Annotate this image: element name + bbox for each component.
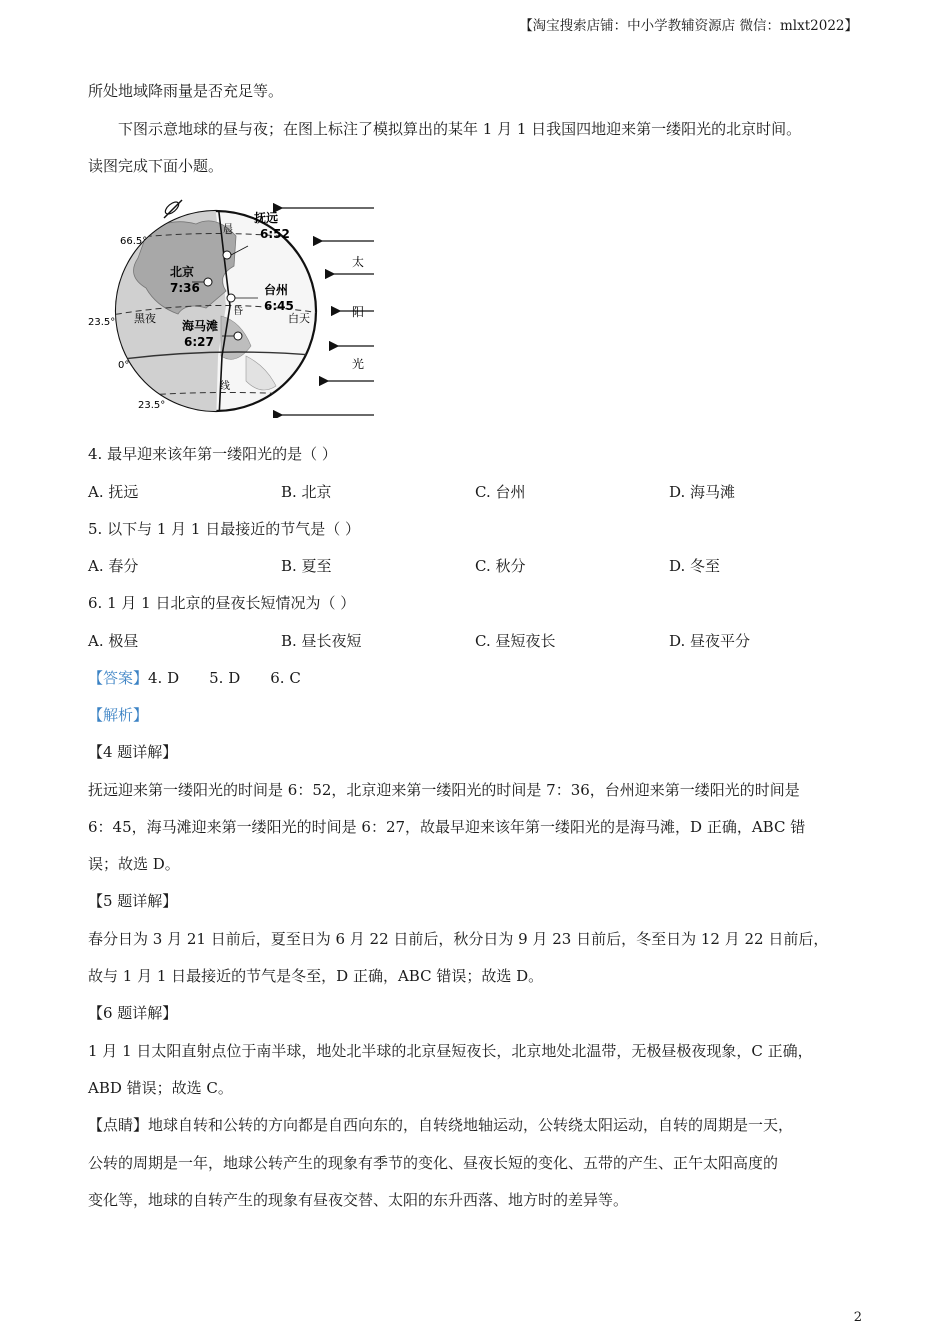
place-name: 北京 xyxy=(170,265,195,279)
earth-day-night-figure xyxy=(86,196,386,418)
place-dot xyxy=(204,278,212,286)
lat-0-label: 0° xyxy=(118,360,130,371)
place-dot xyxy=(227,294,235,302)
option-c: C. 秋分 xyxy=(475,557,526,575)
option-a: A. 春分 xyxy=(88,557,139,575)
night-label: 黑夜 xyxy=(134,312,156,325)
sunlight-char: 太 xyxy=(352,255,365,269)
tip-line: 公转的周期是一年，地球公转产生的现象有季节的变化、昼夜长短的变化、五带的产生、正午太阳高度的 xyxy=(88,1154,779,1172)
sunlight-char: 阳 xyxy=(352,305,365,319)
tip-line: 变化等，地球的自转产生的现象有昼夜交替、太阳的东升西落、地方时的差异等。 xyxy=(88,1191,629,1209)
answer-item: 5. D xyxy=(209,669,241,687)
detail-4-line: 误；故选 D。 xyxy=(88,855,180,873)
question-5-stem: 5. 以下与 1 月 1 日最接近的节气是（ ） xyxy=(88,520,361,538)
answer-line xyxy=(88,667,301,688)
detail-5-line: 春分日为 3 月 21 日前后，夏至日为 6 月 22 日前后，秋分日为 9 月 23 日前后，冬至日为 12 月 22 日前后， xyxy=(88,930,829,948)
detail-4-title: 【4 题详解】 xyxy=(88,743,178,761)
detail-5-title: 【5 题详解】 xyxy=(88,892,178,910)
option-d: D. 冬至 xyxy=(669,557,721,575)
option-b: B. 北京 xyxy=(281,483,332,501)
terminator-char-2: 昏 xyxy=(233,306,243,317)
passage-line-1: 下图示意地球的昼与夜；在图上标注了模拟算出的某年 1 月 1 日我国四地迎来第一缕阳光的北京时间。 xyxy=(118,120,802,138)
sunlight-char: 光 xyxy=(352,357,365,371)
tip-line xyxy=(88,1114,793,1135)
terminator-char-3: 线 xyxy=(220,381,230,392)
detail-4-line: 6：45，海马滩迎来第一缕阳光的时间是 6：27，故最早迎来该年第一缕阳光的是海马滩，D 正确，ABC 错 xyxy=(88,818,806,836)
place-dot xyxy=(223,251,231,259)
detail-6-line: ABD 错误；故选 C。 xyxy=(88,1079,233,1097)
tip-label: 【点睛】 xyxy=(88,1116,149,1134)
place-time: 7:36 xyxy=(170,281,200,295)
place-time: 6:27 xyxy=(184,335,214,349)
place-time: 6:45 xyxy=(264,299,294,313)
day-label: 白天 xyxy=(288,312,310,325)
page-header: 【淘宝搜索店铺：中小学教辅资源店 微信：mlxt2022】 xyxy=(519,18,858,34)
option-d: D. 昼夜平分 xyxy=(669,632,751,650)
analysis-label: 【解析】 xyxy=(88,706,149,724)
answer-item: 4. D xyxy=(148,669,180,687)
intro-line: 所处地域降雨量是否充足等。 xyxy=(88,82,284,100)
tip-text: 地球自转和公转的方向都是自西向东的，自转绕地轴运动，公转绕太阳运动，自转的周期是一天， xyxy=(148,1116,794,1134)
answer-label: 【答案】 xyxy=(88,669,149,687)
place-name: 海马滩 xyxy=(182,319,219,333)
option-d: D. 海马滩 xyxy=(669,483,736,501)
lat-66-5-label: 66.5° xyxy=(120,236,148,247)
option-b: B. 昼长夜短 xyxy=(281,632,362,650)
question-4-stem: 4. 最早迎来该年第一缕阳光的是（ ） xyxy=(88,445,337,463)
detail-4-line: 抚远迎来第一缕阳光的时间是 6：52，北京迎来第一缕阳光的时间是 7：36，台州迎来第一缕阳光的时间是 xyxy=(88,781,800,799)
lat-23-5n-label: 23.5° xyxy=(88,317,116,328)
detail-6-title: 【6 题详解】 xyxy=(88,1004,178,1022)
option-b: B. 夏至 xyxy=(281,557,332,575)
place-time: 6:52 xyxy=(260,227,290,241)
option-c: C. 昼短夜长 xyxy=(475,632,556,650)
lat-23-5s-label: 23.5° xyxy=(138,400,166,411)
detail-6-line: 1 月 1 日太阳直射点位于南半球，地处北半球的北京昼短夜长，北京地处北温带，无极昼极夜现象，C 正确， xyxy=(88,1042,813,1060)
answer-item: 6. C xyxy=(270,669,301,687)
passage-line-2: 读图完成下面小题。 xyxy=(88,157,224,175)
option-a: A. 极昼 xyxy=(88,632,139,650)
place-dot xyxy=(234,332,242,340)
page-number: 2 xyxy=(853,1310,862,1325)
place-name: 台州 xyxy=(264,283,289,297)
option-c: C. 台州 xyxy=(475,483,526,501)
option-a: A. 抚远 xyxy=(88,483,139,501)
terminator-char-1: 晨 xyxy=(223,224,233,235)
question-6-stem: 6. 1 月 1 日北京的昼夜长短情况为（ ） xyxy=(88,594,356,612)
detail-5-line: 故与 1 月 1 日最接近的节气是冬至，D 正确，ABC 错误；故选 D。 xyxy=(88,967,544,985)
place-name: 抚远 xyxy=(254,211,279,225)
